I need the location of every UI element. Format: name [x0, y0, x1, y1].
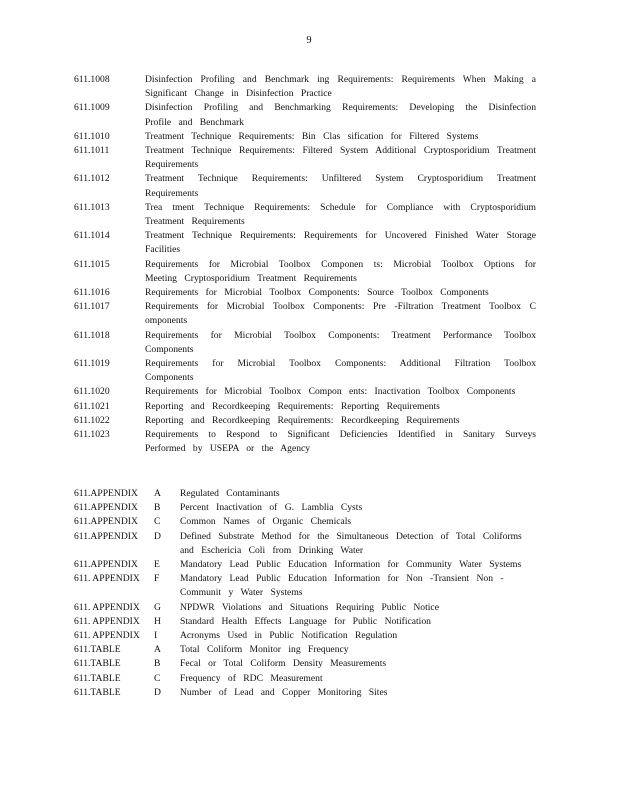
appendix-entry: [74, 672, 536, 686]
appendix-title: Standard Health Effects Language for Public Notification: [180, 615, 431, 627]
appendix-letter: C: [154, 516, 161, 528]
section-entry: [74, 101, 536, 129]
appendix-code: 611. APPENDIX: [74, 630, 140, 642]
appendix-letter: A: [154, 644, 161, 656]
appendix-entry: [74, 601, 536, 615]
appendix-entry: [74, 501, 536, 515]
section-title: Requirements for Microbial Toolbox Componen ts: Microbial Toolbox Options for Meeting Cryptosporidium Treatment Requirements: [145, 258, 536, 284]
section-entry: [74, 286, 536, 300]
appendix-code: 611.APPENDIX: [74, 516, 138, 528]
appendix-code: 611.TABLE: [74, 644, 121, 656]
section-title: Trea tment Technique Requirements: Schedule for Compliance with Cryptosporidium Treatment Requirements: [145, 201, 536, 228]
appendix-letter: F: [154, 573, 160, 585]
section-title: Requirements for Microbial Toolbox Compon ents: Inactivation Toolbox Components: [145, 386, 516, 398]
section-list: [74, 73, 536, 456]
section-number: 611.1023: [74, 429, 110, 441]
section-number: 611.1017: [74, 301, 110, 313]
appendix-title: Fecal or Total Coliform Density Measurements: [180, 658, 387, 670]
section-title: Requirements for Microbial Toolbox Components: Additional Filtration Toolbox Components: [145, 358, 536, 384]
section-entry: [74, 258, 536, 286]
appendix-code: 611.APPENDIX: [74, 559, 138, 571]
appendix-code: 611.APPENDIX: [74, 488, 138, 499]
section-number: 611.1015: [74, 258, 110, 270]
section-number: 611.1008: [74, 74, 110, 85]
appendix-title: Frequency of RDC Measurement: [180, 672, 323, 684]
appendix-entry: [74, 643, 536, 657]
appendix-title: Mandatory Lead Public Education Information for Community Water Systems: [180, 559, 522, 571]
section-title: Requirements for Microbial Toolbox Components: Pre -Filtration Treatment Toolbox C omponents: [145, 301, 536, 327]
section-number: 611.1013: [74, 201, 110, 213]
section-number: 611.1020: [74, 386, 110, 398]
section-entry: [74, 201, 536, 229]
section-entry: [74, 130, 536, 144]
section-title: Treatment Technique Requirements: Filtered System Additional Cryptosporidium Treatment Requirements: [145, 145, 536, 171]
section-entry: [74, 172, 536, 200]
appendix-entry: [74, 657, 536, 671]
section-entry: [74, 144, 536, 172]
appendix-entry: [74, 515, 536, 529]
appendix-code: 611. APPENDIX: [74, 601, 140, 613]
appendix-entry: [74, 558, 536, 572]
section-number: 611.1010: [74, 130, 110, 142]
appendix-title: Common Names of Organic Chemicals: [180, 516, 352, 528]
section-entry: [74, 414, 536, 428]
section-entry: [74, 385, 536, 399]
appendix-title: NPDWR Violations and Situations Requiring Public Notice: [180, 601, 439, 613]
appendix-letter: C: [154, 672, 161, 684]
section-title: Treatment Technique Requirements: Unfiltered System Cryptosporidium Treatment Requirements: [145, 173, 536, 199]
section-title: Treatment Technique Requirements: Bin Clas sification for Filtered Systems: [145, 130, 479, 142]
appendix-letter: D: [154, 530, 161, 542]
section-number: 611.1014: [74, 230, 110, 242]
section-number: 611.1022: [74, 414, 110, 426]
appendix-title: Number of Lead and Copper Monitoring Sites: [180, 686, 388, 698]
appendix-entry: [74, 686, 536, 700]
section-title: Requirements for Microbial Toolbox Components: Treatment Performance Toolbox Components: [145, 329, 536, 355]
appendix-entry: [74, 487, 536, 501]
appendix-code: 611.APPENDIX: [74, 502, 138, 514]
section-number: 611.1018: [74, 329, 110, 341]
appendix-letter: B: [154, 502, 161, 514]
page-number: 9: [306, 35, 312, 46]
appendix-title: Total Coliform Monitor ing Frequency: [180, 644, 349, 656]
appendix-code: 611.TABLE: [74, 658, 121, 670]
section-title: Reporting and Recordkeeping Requirements: Recordkeeping Requirements: [145, 414, 460, 426]
section-title: Reporting and Recordkeeping Requirements: Reporting Requirements: [145, 400, 440, 412]
appendix-code: 611. APPENDIX: [74, 615, 140, 627]
section-title: Treatment Technique Requirements: Requirements for Uncovered Finished Water Storage Facilities: [145, 230, 536, 256]
appendix-letter: B: [154, 658, 161, 670]
appendix-code: 611.TABLE: [74, 672, 121, 684]
section-title: Requirements for Microbial Toolbox Components: Source Toolbox Components: [145, 287, 489, 299]
appendix-entry: [74, 615, 536, 629]
appendix-letter: E: [154, 559, 160, 571]
appendix-code: 611.TABLE: [74, 686, 121, 698]
appendix-title: Mandatory Lead Public Education Information for Non -Transient Non -Communit y Water Systems: [180, 573, 504, 599]
appendix-letter: G: [154, 601, 161, 613]
section-title: Requirements to Respond to Significant Deficiencies Identified in Sanitary Surveys Performed by USEPA or the Agency: [145, 429, 536, 455]
section-entry: [74, 300, 536, 328]
section-number: 611.1009: [74, 102, 110, 114]
section-entry: [74, 229, 536, 257]
appendix-title: Defined Substrate Method for the Simultaneous Detection of Total Coliforms and Eschericia Coli from Drinking Water: [180, 530, 522, 556]
section-number: 611.1016: [74, 287, 110, 299]
appendix-code: 611.APPENDIX: [74, 530, 138, 542]
appendix-title: Percent Inactivation of G. Lamblia Cysts: [180, 502, 363, 514]
appendix-title: Regulated Contaminants: [180, 488, 280, 499]
appendix-entry: [74, 530, 536, 558]
appendix-code: 611. APPENDIX: [74, 573, 140, 585]
appendix-letter: A: [154, 488, 161, 499]
section-entry: [74, 329, 536, 357]
section-title: Disinfection Profiling and Benchmarking Requirements: Developing the Disinfection Profile and Benchmark: [145, 102, 536, 128]
section-number: 611.1021: [74, 400, 110, 412]
section-entry: [74, 400, 536, 414]
section-entry: [74, 357, 536, 385]
section-entry: [74, 428, 536, 456]
appendix-letter: I: [154, 630, 158, 642]
appendix-entry: [74, 629, 536, 643]
appendix-list: [74, 487, 536, 700]
section-number: 611.1011: [74, 145, 110, 157]
section-number: 611.1019: [74, 358, 110, 370]
appendix-title: Acronyms Used in Public Notification Regulation: [180, 630, 398, 642]
appendix-entry: [74, 572, 536, 600]
appendix-letter: D: [154, 686, 161, 698]
section-entry: [74, 73, 536, 101]
section-title: Disinfection Profiling and Benchmark ing Requirements: Requirements When Making a Significant Change in Disinfection Practice: [145, 74, 536, 100]
section-number: 611.1012: [74, 173, 110, 185]
appendix-letter: H: [154, 615, 161, 627]
